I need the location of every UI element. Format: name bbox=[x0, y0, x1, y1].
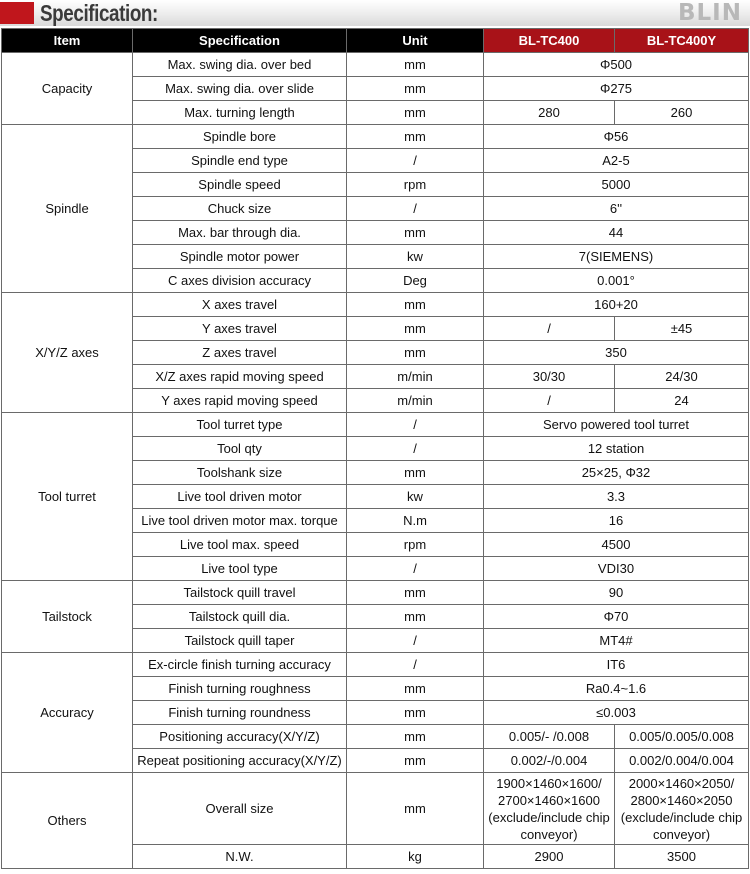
value-cell: 160+20 bbox=[484, 293, 749, 317]
value-cell: Servo powered tool turret bbox=[484, 413, 749, 437]
spec-cell: Spindle speed bbox=[133, 173, 347, 197]
value-cell: A2-5 bbox=[484, 149, 749, 173]
unit-cell: m/min bbox=[347, 389, 484, 413]
value-cell: 6'' bbox=[484, 197, 749, 221]
spec-cell: Toolshank size bbox=[133, 461, 347, 485]
column-header-unit: Unit bbox=[347, 29, 484, 53]
unit-cell: m/min bbox=[347, 365, 484, 389]
value-cell-bl-tc400y: 0.002/0.004/0.004 bbox=[615, 749, 749, 773]
value-cell: 350 bbox=[484, 341, 749, 365]
value-cell-bl-tc400: / bbox=[484, 389, 615, 413]
unit-cell: / bbox=[347, 653, 484, 677]
unit-cell: / bbox=[347, 557, 484, 581]
unit-cell: / bbox=[347, 629, 484, 653]
value-cell: 7(SIEMENS) bbox=[484, 245, 749, 269]
spec-cell: Y axes travel bbox=[133, 317, 347, 341]
column-header-specification: Specification bbox=[133, 29, 347, 53]
value-cell: Φ500 bbox=[484, 53, 749, 77]
unit-cell: mm bbox=[347, 461, 484, 485]
unit-cell: / bbox=[347, 197, 484, 221]
value-cell: Φ275 bbox=[484, 77, 749, 101]
unit-cell: mm bbox=[347, 749, 484, 773]
value-cell: 44 bbox=[484, 221, 749, 245]
value-cell: 4500 bbox=[484, 533, 749, 557]
spec-cell: Overall size bbox=[133, 773, 347, 845]
spec-cell: Positioning accuracy(X/Y/Z) bbox=[133, 725, 347, 749]
unit-cell: mm bbox=[347, 701, 484, 725]
value-cell: 90 bbox=[484, 581, 749, 605]
value-cell: ≤0.003 bbox=[484, 701, 749, 725]
spec-cell: Tailstock quill travel bbox=[133, 581, 347, 605]
unit-cell: mm bbox=[347, 101, 484, 125]
value-cell: 12 station bbox=[484, 437, 749, 461]
table-row bbox=[2, 53, 749, 77]
page-header bbox=[0, 0, 750, 26]
spec-cell: Max. bar through dia. bbox=[133, 221, 347, 245]
value-cell-bl-tc400y: 24 bbox=[615, 389, 749, 413]
unit-cell: mm bbox=[347, 317, 484, 341]
spec-cell: X axes travel bbox=[133, 293, 347, 317]
unit-cell: / bbox=[347, 437, 484, 461]
value-cell-bl-tc400y: 24/30 bbox=[615, 365, 749, 389]
unit-cell: rpm bbox=[347, 173, 484, 197]
spec-cell: Max. turning length bbox=[133, 101, 347, 125]
spec-cell: Max. swing dia. over bed bbox=[133, 53, 347, 77]
value-cell: VDI30 bbox=[484, 557, 749, 581]
unit-cell: kw bbox=[347, 485, 484, 509]
group-label-cell: Spindle bbox=[2, 125, 133, 293]
value-cell: 16 bbox=[484, 509, 749, 533]
value-cell-bl-tc400: 0.005/- /0.008 bbox=[484, 725, 615, 749]
group-label-cell: Others bbox=[2, 773, 133, 869]
value-cell-bl-tc400y: 3500 bbox=[615, 845, 749, 869]
unit-cell: mm bbox=[347, 341, 484, 365]
value-cell-bl-tc400: 280 bbox=[484, 101, 615, 125]
table-row bbox=[2, 653, 749, 677]
value-cell: 25×25, Φ32 bbox=[484, 461, 749, 485]
spec-cell: Y axes rapid moving speed bbox=[133, 389, 347, 413]
spec-cell: Chuck size bbox=[133, 197, 347, 221]
brand-logo: BLIN bbox=[678, 0, 742, 26]
value-cell-bl-tc400: / bbox=[484, 317, 615, 341]
group-label-cell: Tool turret bbox=[2, 413, 133, 581]
column-header-item: Item bbox=[2, 29, 133, 53]
unit-cell: kg bbox=[347, 845, 484, 869]
spec-cell: X/Z axes rapid moving speed bbox=[133, 365, 347, 389]
spec-cell: N.W. bbox=[133, 845, 347, 869]
group-label-cell: X/Y/Z axes bbox=[2, 293, 133, 413]
spec-cell: Live tool type bbox=[133, 557, 347, 581]
unit-cell: kw bbox=[347, 245, 484, 269]
spec-cell: Tool qty bbox=[133, 437, 347, 461]
unit-cell: N.m bbox=[347, 509, 484, 533]
spec-cell: Tool turret type bbox=[133, 413, 347, 437]
unit-cell: mm bbox=[347, 725, 484, 749]
value-cell-bl-tc400: 2900 bbox=[484, 845, 615, 869]
spec-cell: Finish turning roughness bbox=[133, 677, 347, 701]
group-label-cell: Capacity bbox=[2, 53, 133, 125]
unit-cell: mm bbox=[347, 125, 484, 149]
spec-cell: Spindle motor power bbox=[133, 245, 347, 269]
value-cell: MT4# bbox=[484, 629, 749, 653]
value-cell: 0.001° bbox=[484, 269, 749, 293]
unit-cell: mm bbox=[347, 221, 484, 245]
spec-cell: Z axes travel bbox=[133, 341, 347, 365]
unit-cell: mm bbox=[347, 293, 484, 317]
spec-cell: Finish turning roundness bbox=[133, 701, 347, 725]
table-body bbox=[2, 53, 749, 869]
table-row bbox=[2, 125, 749, 149]
unit-cell: rpm bbox=[347, 533, 484, 557]
spec-cell: Repeat positioning accuracy(X/Y/Z) bbox=[133, 749, 347, 773]
value-cell-bl-tc400: 1900×1460×1600/ 2700×1460×1600 (exclude/include chip conveyor) bbox=[484, 773, 615, 845]
page-title: Specification: bbox=[40, 0, 158, 26]
spec-cell: Spindle bore bbox=[133, 125, 347, 149]
value-cell-bl-tc400y: 2000×1460×2050/ 2800×1460×2050 (exclude/include chip conveyor) bbox=[615, 773, 749, 845]
spec-cell: C axes division accuracy bbox=[133, 269, 347, 293]
header-accent-bar bbox=[0, 2, 34, 24]
table-row bbox=[2, 413, 749, 437]
column-header-bl-tc400: BL-TC400 bbox=[484, 29, 615, 53]
value-cell-bl-tc400y: 0.005/0.005/0.008 bbox=[615, 725, 749, 749]
unit-cell: mm bbox=[347, 77, 484, 101]
value-cell: Φ56 bbox=[484, 125, 749, 149]
unit-cell: mm bbox=[347, 53, 484, 77]
value-cell-bl-tc400y: 260 bbox=[615, 101, 749, 125]
value-cell: 5000 bbox=[484, 173, 749, 197]
spec-cell: Live tool driven motor bbox=[133, 485, 347, 509]
spec-cell: Live tool max. speed bbox=[133, 533, 347, 557]
unit-cell: / bbox=[347, 413, 484, 437]
value-cell-bl-tc400: 0.002/-/0.004 bbox=[484, 749, 615, 773]
spec-cell: Tailstock quill dia. bbox=[133, 605, 347, 629]
value-cell-bl-tc400y: ±45 bbox=[615, 317, 749, 341]
value-cell-bl-tc400: 30/30 bbox=[484, 365, 615, 389]
spec-cell: Spindle end type bbox=[133, 149, 347, 173]
value-cell: Ra0.4~1.6 bbox=[484, 677, 749, 701]
value-cell: 3.3 bbox=[484, 485, 749, 509]
unit-cell: mm bbox=[347, 605, 484, 629]
unit-cell: Deg bbox=[347, 269, 484, 293]
table-row bbox=[2, 293, 749, 317]
unit-cell: mm bbox=[347, 581, 484, 605]
group-label-cell: Tailstock bbox=[2, 581, 133, 653]
value-cell: Φ70 bbox=[484, 605, 749, 629]
spec-cell: Live tool driven motor max. torque bbox=[133, 509, 347, 533]
unit-cell: mm bbox=[347, 773, 484, 845]
group-label-cell: Accuracy bbox=[2, 653, 133, 773]
table-header-row bbox=[2, 29, 749, 53]
table-row bbox=[2, 581, 749, 605]
unit-cell: mm bbox=[347, 677, 484, 701]
spec-cell: Max. swing dia. over slide bbox=[133, 77, 347, 101]
table-row bbox=[2, 773, 749, 845]
spec-cell: Tailstock quill taper bbox=[133, 629, 347, 653]
column-header-bl-tc400y: BL-TC400Y bbox=[615, 29, 749, 53]
specification-table bbox=[1, 28, 749, 869]
spec-cell: Ex-circle finish turning accuracy bbox=[133, 653, 347, 677]
unit-cell: / bbox=[347, 149, 484, 173]
value-cell: IT6 bbox=[484, 653, 749, 677]
